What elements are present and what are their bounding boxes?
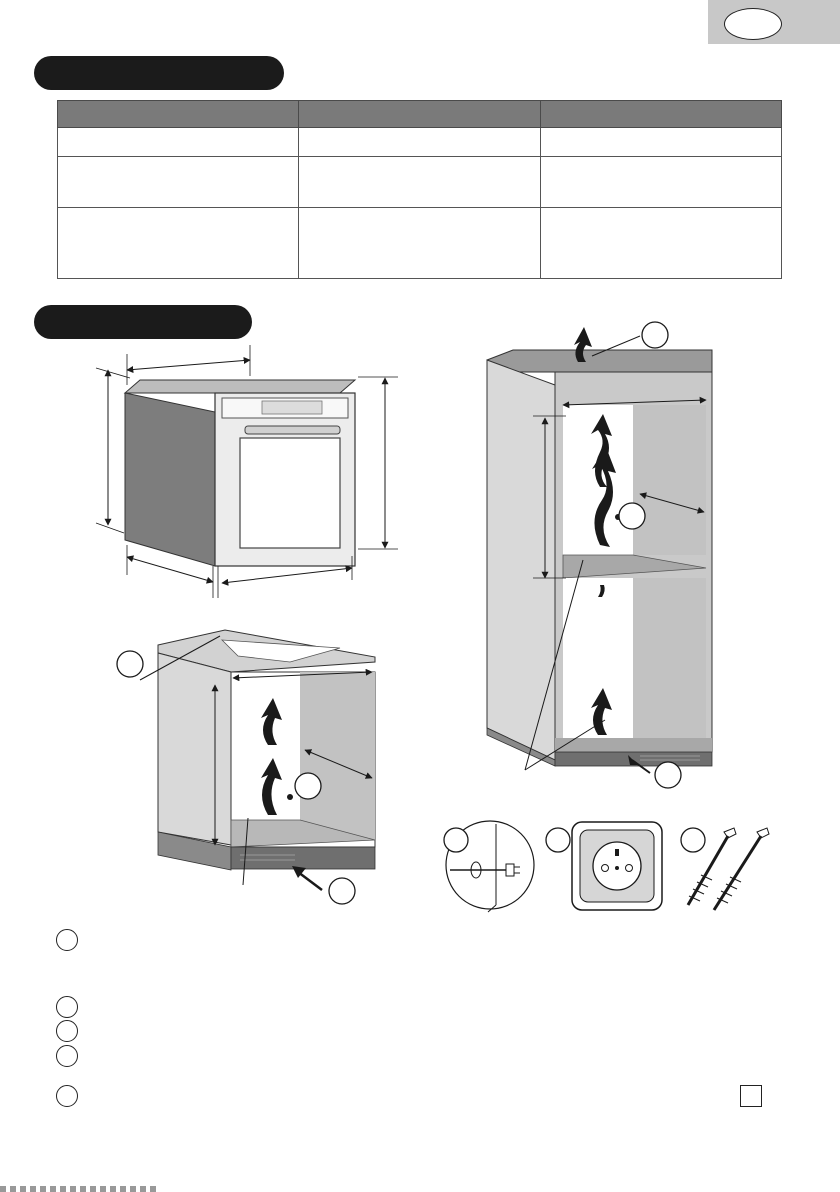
legend-number [56,1020,78,1042]
legend-number [56,1045,78,1067]
base-cabinet-drawing [117,630,375,904]
legend-number [56,929,78,951]
legend-number [56,996,78,1018]
footer-strip [0,1186,160,1192]
power-plug-icon [444,821,534,912]
legend-item [56,1020,676,1042]
column-cabinet-drawing [487,322,712,788]
wall-socket-icon [546,822,662,910]
legend-item [56,996,676,1018]
oven-drawing [96,345,398,598]
legend-item [56,1085,676,1107]
legend-item [56,1045,676,1067]
legend-number [56,1085,78,1107]
page-number-box [740,1085,762,1107]
screws-icon [681,828,769,910]
legend-item [56,929,676,951]
